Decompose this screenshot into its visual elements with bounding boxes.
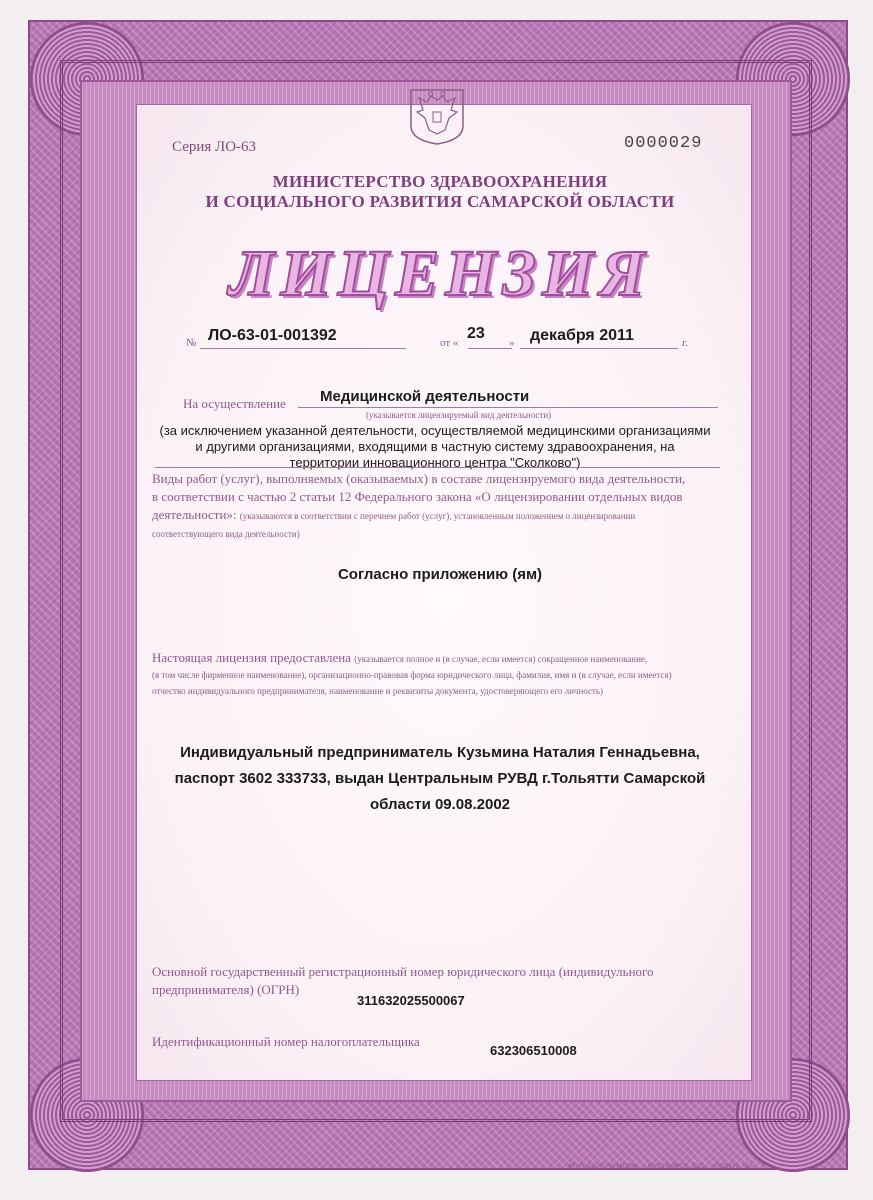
activity-clarification-1: (за исключением указанной деятельности, осуществляемой медицинскими организациями <box>159 423 711 438</box>
granted-hint-3: отчество индивидуального предпринимателя, наименование и реквизиты документа, удостоверяющего его личность) <box>152 686 604 696</box>
license-title: ЛИЦЕНЗИЯ <box>229 237 651 310</box>
holder-line-2: паспорт 3602 333733, выдан Центральным РУВД г.Тольятти Самарской <box>174 770 706 787</box>
works-hint-2: соответствующего вида деятельности) <box>152 529 300 539</box>
ogrn-label-line-2: предпринимателя) (ОГРН) <box>152 982 300 997</box>
activity-underline <box>298 407 718 408</box>
works-paragraph <box>152 470 722 543</box>
works-hint-1: (указываются в соответствии с перечнем работ (услуг), установленным положением о лицензировании <box>239 511 636 521</box>
printer-footer: ФГУП «ЦЕНТРИНФОРМ», г. КРАСНОЯРСК, 2011 г., УРОВЕНЬ «Б» <box>568 1164 754 1170</box>
granted-hint-2: (в том числе фирменное наименование), организационно-правовая форма юридического лица, фамилия, имя и (в случае, если имеется) <box>152 670 672 680</box>
inn-label: Идентификационный номер налогоплательщика <box>152 1034 420 1049</box>
activity-value: Медицинской деятельности <box>320 388 530 405</box>
day-underline <box>468 348 512 349</box>
ministry-line-2: И СОЦИАЛЬНОГО РАЗВИТИЯ САМАРСКОЙ ОБЛАСТИ <box>205 192 675 211</box>
clarification-underline <box>155 467 720 468</box>
holder-line-1: Индивидуальный предприниматель Кузьмина Наталия Геннадьевна, <box>180 744 700 761</box>
holder-line-3: области 09.08.2002 <box>369 796 511 813</box>
granted-hint-1: (указывается полное и (в случае, если имеется) сокращенное наименование, <box>354 654 648 664</box>
month-underline <box>520 348 678 349</box>
ogrn-label-line-1: Основной государственный регистрационный номер юридического лица (индивидульного <box>152 964 654 979</box>
from-close: » <box>509 337 515 349</box>
works-line-2: в соответствии с частью 2 статьи 12 Федерального закона «О лицензировании отдельных видов <box>152 489 683 504</box>
form-number: 0000029 <box>624 134 703 153</box>
activity-clarification-2: и другими организациями, входящими в частную систему здравоохранения, на <box>195 439 675 454</box>
activity-clarification-3: территории инновационного центра "Сколково") <box>289 455 581 470</box>
works-line-3: деятельности»: <box>152 507 237 522</box>
ogrn-value: 311632025500067 <box>357 993 465 1008</box>
works-line-1: Виды работ (услуг), выполняемых (оказываемых) в составе лицензируемого вида деятельности, <box>152 471 686 486</box>
granted-paragraph <box>152 650 727 699</box>
granted-label: Настоящая лицензия предоставлена <box>152 650 351 665</box>
works-value: Согласно приложению (ям) <box>337 566 543 583</box>
license-number: ЛО-63-01-001392 <box>208 327 337 344</box>
number-label: № <box>186 337 197 349</box>
number-underline <box>200 348 406 349</box>
inn-value: 632306510008 <box>490 1043 577 1058</box>
activity-hint: (указывается лицензируемый вид деятельности) <box>366 410 552 420</box>
license-month-year: декабря 2011 <box>530 327 634 344</box>
series-label: Серия ЛО-63 <box>172 139 257 155</box>
license-day: 23 <box>467 325 485 342</box>
activity-label: На осуществление <box>183 396 286 411</box>
from-label: от « <box>440 337 459 349</box>
year-suffix: г. <box>682 337 689 349</box>
ministry-line-1: МИНИСТЕРСТВО ЗДРАВООХРАНЕНИЯ <box>272 172 608 191</box>
license-holder <box>140 740 740 818</box>
double-headed-eagle-icon <box>405 86 469 146</box>
